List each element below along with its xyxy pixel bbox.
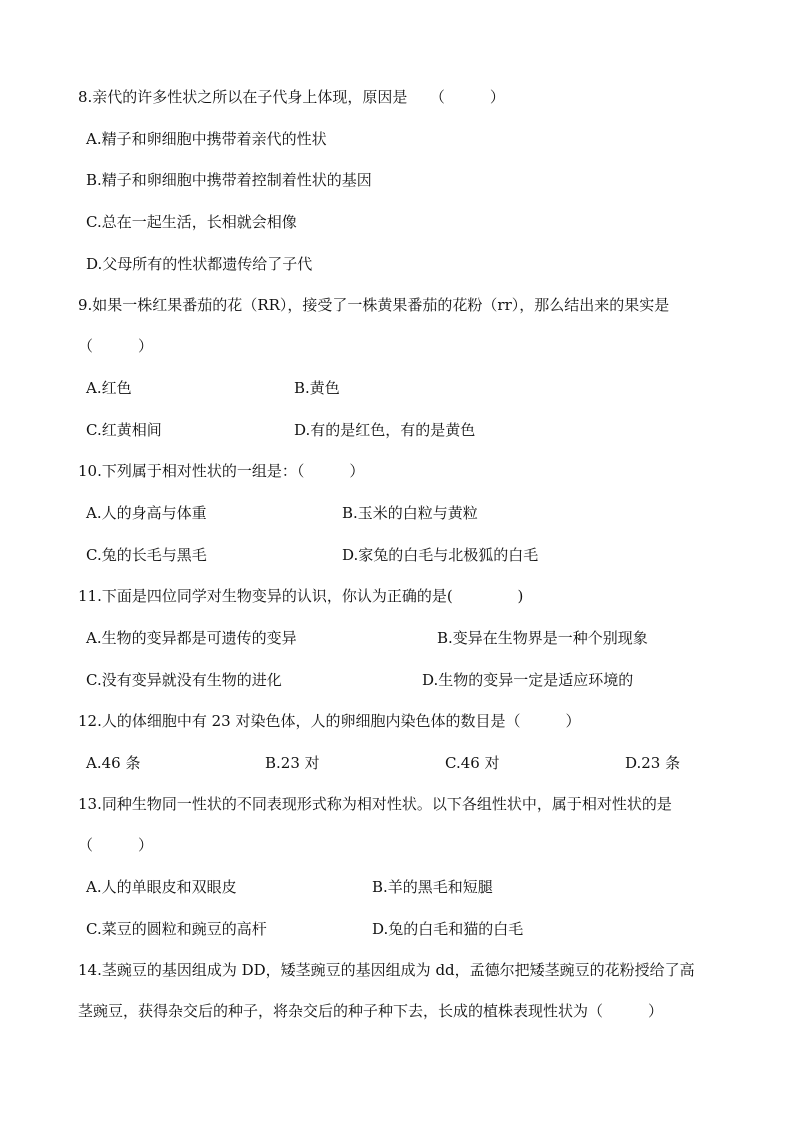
question-8-option-d: D.父母所有的性状都遗传给了子代	[86, 255, 313, 273]
question-11-option-c: C.没有变异就没有生物的进化	[86, 671, 282, 689]
question-13-stem: 13.同种生物同一性状的不同表现形式称为相对性状。以下各组性状中，属于相对性状的是	[78, 795, 672, 813]
question-10-option-c: C.兔的长毛与黑毛	[86, 546, 207, 564]
question-10-stem: 10.下列属于相对性状的一组是：（ ）	[78, 462, 365, 480]
question-10-option-b: B.玉米的白粒与黄粒	[342, 504, 478, 522]
question-10-option-a: A.人的身高与体重	[86, 504, 207, 522]
question-11-option-a: A.生物的变异都是可遗传的变异	[86, 629, 297, 647]
question-13-option-c: C.菜豆的圆粒和豌豆的高杆	[86, 920, 267, 938]
question-9-option-a: A.红色	[86, 379, 132, 397]
question-9-answer-blank: （ ）	[78, 337, 154, 355]
question-9-option-d: D.有的是红色，有的是黄色	[294, 421, 476, 439]
question-8-option-a: A.精子和卵细胞中携带着亲代的性状	[86, 130, 327, 148]
question-8-stem: 8.亲代的许多性状之所以在子代身上体现，原因是 （ ）	[78, 88, 505, 106]
question-13-option-d: D.兔的白毛和猫的白毛	[372, 920, 524, 938]
question-14-stem-continued: 茎豌豆，获得杂交后的种子，将杂交后的种子种下去，长成的植株表现性状为（ ）	[78, 1002, 664, 1020]
question-11-option-b: B.变异在生物界是一种个别现象	[437, 629, 648, 647]
question-14-stem: 14.茎豌豆的基因组成为 DD，矮茎豌豆的基因组成为 dd，孟德尔把矮茎豌豆的花粉授给了高	[78, 961, 695, 979]
question-13-option-a: A.人的单眼皮和双眼皮	[86, 878, 237, 896]
question-9-option-b: B.黄色	[294, 379, 340, 397]
question-13-answer-blank: （ ）	[78, 836, 154, 854]
question-12-option-d: D.23 条	[625, 754, 681, 772]
question-12-option-b: B.23 对	[265, 754, 320, 772]
question-8-option-b: B.精子和卵细胞中携带着控制着性状的基因	[86, 171, 372, 189]
question-13-option-b: B.羊的黑毛和短腿	[372, 878, 493, 896]
question-10-option-d: D.家兔的白毛与北极狐的白毛	[342, 546, 539, 564]
question-12-option-a: A.46 条	[86, 754, 141, 772]
question-9-stem: 9.如果一株红果番茄的花（RR），接受了一株黄果番茄的花粉（rr），那么结出来的果实是	[78, 296, 670, 314]
question-12-option-c: C.46 对	[445, 754, 500, 772]
question-11-option-d: D.生物的变异一定是适应环境的	[422, 671, 634, 689]
question-12-stem: 12.人的体细胞中有 23 对染色体，人的卵细胞内染色体的数目是（ ）	[78, 712, 581, 730]
question-9-option-c: C.红黄相间	[86, 421, 162, 439]
question-8-option-c: C.总在一起生活，长相就会相像	[86, 213, 297, 231]
question-11-stem: 11.下面是四位同学对生物变异的认识，你认为正确的是( )	[78, 587, 524, 605]
